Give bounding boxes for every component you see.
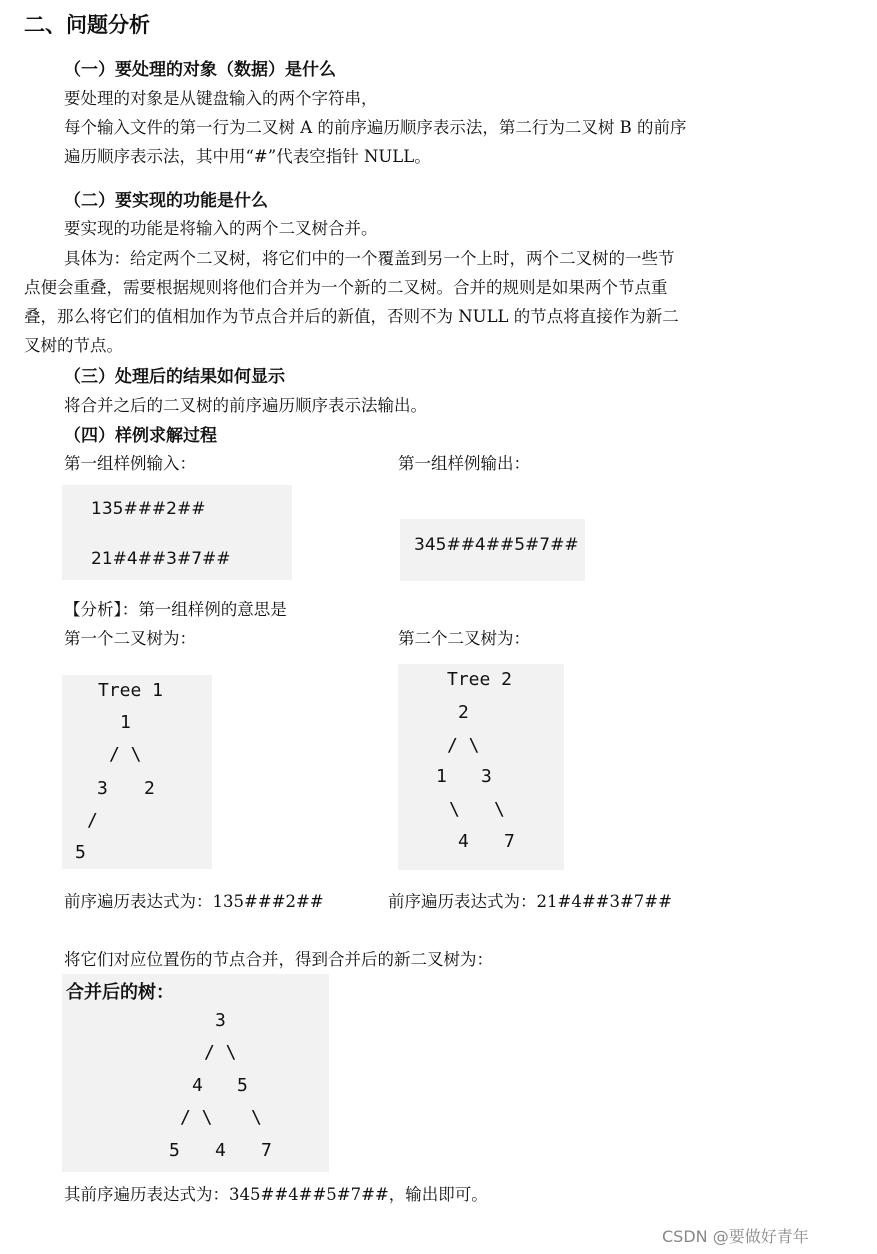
tree-title: Tree 1 (98, 680, 164, 701)
tree-edge: / \ (447, 735, 480, 756)
tree-node: 4 (215, 1140, 226, 1161)
heading-display: （三）处理后的结果如何显示 (64, 367, 285, 387)
tree2-label: 第二个二叉树为： (398, 629, 530, 648)
tree2-preorder: 前序遍历表达式为：21#4##3#7## (388, 892, 672, 911)
sample-output-line: 345##4##5#7## (414, 535, 579, 555)
para-line: 点便会重叠，需要根据规则将他们合并为一个新的二叉树。合并的规则是如果两个节点重 (24, 278, 668, 297)
tree-node: 7 (261, 1140, 272, 1161)
sample-input-line: 135###2## (91, 499, 206, 519)
tree-node: 3 (97, 778, 108, 799)
tree-edge: / \ (109, 744, 142, 765)
tree-node: 7 (504, 831, 515, 852)
result-text: 其前序遍历表达式为：345##4##5#7##，输出即可。 (64, 1185, 488, 1204)
para-line: 将合并之后的二叉树的前序遍历顺序表示法输出。 (64, 396, 427, 415)
watermark: CSDN @要做好青年 (662, 1227, 809, 1246)
tree-node: 4 (458, 831, 469, 852)
tree-title: 合并后的树： (66, 982, 174, 1003)
para-line: 具体为：给定两个二叉树，将它们中的一个覆盖到另一个上时，两个二叉树的一些节 (64, 249, 675, 268)
para-line: 要处理的对象是从键盘输入的两个字符串， (64, 89, 378, 108)
tree1-preorder: 前序遍历表达式为：135###2## (64, 892, 324, 911)
section-title: 二、问题分析 (24, 13, 150, 37)
tree-edge: / \ (204, 1042, 237, 1063)
tree-edge: / \ (180, 1107, 213, 1128)
tree-node: 2 (144, 778, 155, 799)
tree2-diagram (398, 664, 564, 870)
tree-node: 1 (436, 766, 447, 787)
tree-node: 5 (169, 1140, 180, 1161)
tree-edge: \ (494, 799, 505, 820)
tree-node: 3 (215, 1010, 226, 1031)
para-line: 每个输入文件的第一行为二叉树 A 的前序遍历顺序表示法，第二行为二叉树 B 的前序 (64, 118, 687, 137)
sample-input-box (62, 485, 292, 580)
tree-edge: \ (251, 1107, 262, 1128)
tree1-diagram (62, 675, 212, 869)
sample-output-label: 第一组样例输出： (398, 454, 530, 473)
sample-input-line: 21#4##3#7## (91, 549, 231, 569)
merge-text: 将它们对应位置伤的节点合并，得到合并后的新二叉树为： (64, 950, 493, 969)
tree-node: 2 (458, 702, 469, 723)
tree-title: Tree 2 (447, 669, 513, 690)
heading-objects: （一）要处理的对象（数据）是什么 (64, 60, 336, 80)
tree-edge: / (87, 810, 98, 831)
tree-edge: \ (449, 799, 460, 820)
tree-node: 3 (481, 766, 492, 787)
para-line: 叠，那么将它们的值相加作为节点合并后的新值，否则不为 NULL 的节点将直接作为新二 (24, 307, 679, 326)
sample-input-label: 第一组样例输入： (64, 454, 196, 473)
tree1-label: 第一个二叉树为： (64, 629, 196, 648)
sample-output-box (400, 519, 585, 581)
tree-node: 5 (75, 842, 86, 863)
para-line: 要实现的功能是将输入的两个二叉树合并。 (64, 219, 378, 238)
merged-tree-diagram (62, 974, 329, 1172)
tree-node: 1 (120, 712, 131, 733)
heading-sample: （四）样例求解过程 (64, 426, 217, 446)
para-line: 叉树的节点。 (24, 336, 123, 355)
para-line: 遍历顺序表示法，其中用“#”代表空指针 NULL。 (64, 147, 431, 166)
heading-functions: （二）要实现的功能是什么 (64, 191, 268, 211)
tree-node: 4 (192, 1075, 203, 1096)
tree-node: 5 (237, 1075, 248, 1096)
analysis-text: 【分析】：第一组样例的意思是 (64, 600, 287, 619)
